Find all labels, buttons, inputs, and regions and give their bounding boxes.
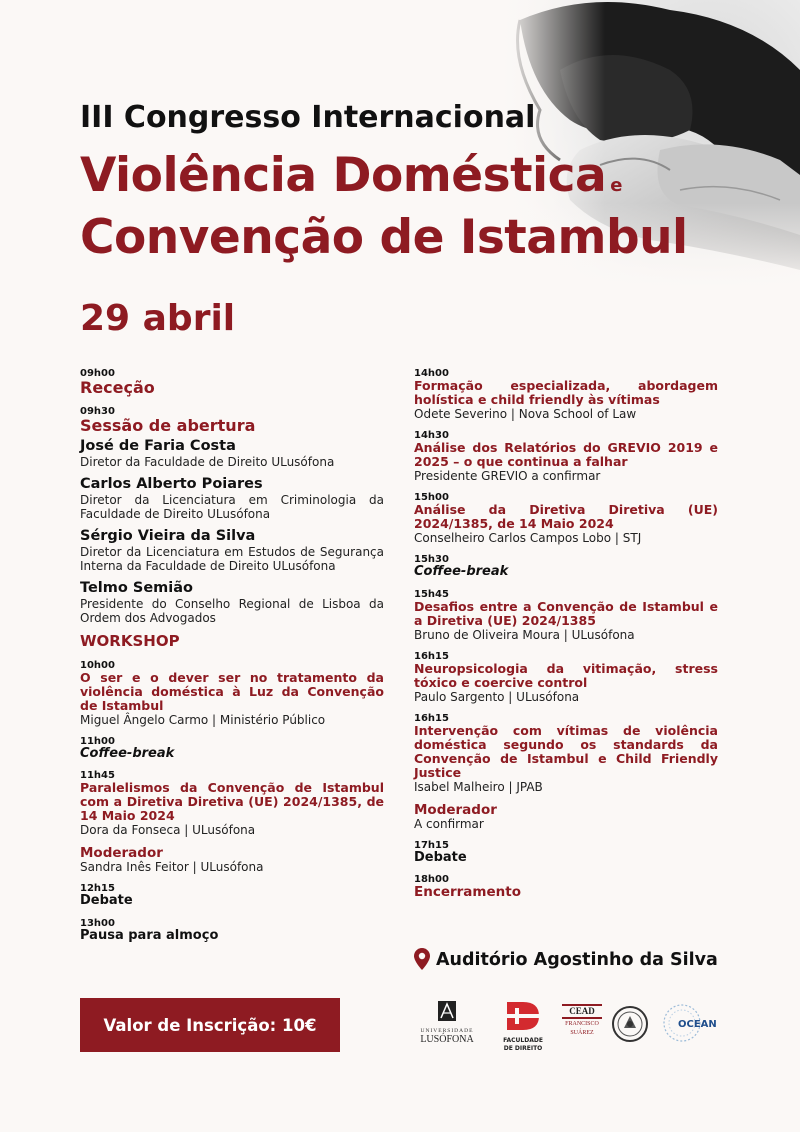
session-time: 11h45 xyxy=(80,770,115,781)
session-time: 17h15 xyxy=(414,839,449,851)
lusofona-name: LUSÓFONA xyxy=(420,1034,474,1045)
theme-violencia: Violência Doméstica xyxy=(80,148,607,203)
session-time: 11h00 xyxy=(80,735,115,747)
speaker-role: Diretor da Licenciatura em Estudos de Segurança Interna da Faculdade de Direito ULusófona xyxy=(80,545,384,573)
session-title: Encerramento xyxy=(414,884,521,900)
moderator-left xyxy=(80,846,384,874)
moderator-title: Moderador xyxy=(414,801,497,818)
session-abertura xyxy=(80,406,384,625)
session-title: Neuropsicologia da vitimação, stress tóxico e coercive control xyxy=(414,660,718,690)
session-speaker: Presidente GREVIO a confirmar xyxy=(414,469,601,483)
cead-logo xyxy=(562,1000,602,1037)
session-1400 xyxy=(414,368,718,421)
session-title: O ser e o dever ser no tratamento da violência doméstica à Luz da Convenção de Istambul xyxy=(80,669,384,713)
session-title: Intervenção com vítimas de violência doméstica segundo os standards da Convenção de Istambul e Child Friendly Justice xyxy=(414,722,718,780)
speaker-name: Carlos Alberto Poiares xyxy=(80,476,263,492)
session-title: Sessão de abertura xyxy=(80,416,256,435)
session-1215 xyxy=(80,883,384,909)
session-1530 xyxy=(414,554,718,580)
session-time: 10h00 xyxy=(80,659,115,671)
speaker-role: Presidente do Conselho Regional de Lisboa da Ordem dos Advogados xyxy=(80,597,384,625)
registration-fee-banner: Valor de Inscrição: 10€ xyxy=(80,998,340,1052)
session-speaker: Isabel Malheiro | JPAB xyxy=(414,779,543,794)
session-1000 xyxy=(80,660,384,727)
session-1615-b xyxy=(414,713,718,794)
location-text: Auditório Agostinho da Silva xyxy=(436,950,718,970)
session-1430 xyxy=(414,430,718,483)
session-1715 xyxy=(414,840,718,866)
session-1800 xyxy=(414,874,718,899)
session-1500 xyxy=(414,492,718,545)
speaker-name: Telmo Semião xyxy=(80,580,193,596)
workshop-heading: WORKSHOP xyxy=(80,632,180,650)
fd-line1: FACULDADE xyxy=(503,1037,543,1044)
session-time: 14h00 xyxy=(414,368,449,379)
session-title: Análise dos Relatórios do GREVIO 2019 e 2025 – o que continua a falhar xyxy=(414,440,718,469)
speaker-role: Diretor da Faculdade de Direito ULusófona xyxy=(80,455,335,469)
session-rececao xyxy=(80,368,384,397)
lusofona-logo xyxy=(412,1000,482,1045)
seal-icon xyxy=(610,1000,650,1046)
session-1300 xyxy=(80,918,384,944)
session-1615-a xyxy=(414,651,718,704)
speaker-role: Diretor da Licenciatura em Criminologia da Faculdade de Direito ULusófona xyxy=(80,493,384,521)
session-time: 12h15 xyxy=(80,883,115,894)
location-pin-icon xyxy=(414,948,430,970)
cead-name: CEAD xyxy=(562,1004,602,1019)
session-title: Paralelismos da Convenção de Istambul com a Diretiva Diretiva (UE) 2024/1385, de 14 Maio 2024 xyxy=(80,780,384,823)
speaker-name: Sérgio Vieira da Silva xyxy=(80,528,256,544)
session-title: Pausa para almoço xyxy=(80,927,219,943)
fd-emblem-icon xyxy=(503,1000,543,1032)
session-time: 18h00 xyxy=(414,874,449,885)
lusofona-emblem-icon xyxy=(437,1000,457,1022)
program-right-column xyxy=(414,368,718,908)
session-speaker: Paulo Sargento | ULusófona xyxy=(414,689,580,704)
session-title: Análise da Diretiva Diretiva (UE) 2024/1385, de 14 Maio 2024 xyxy=(414,502,718,531)
session-time: 09h00 xyxy=(80,368,115,379)
fd-line2: DE DIREITO xyxy=(503,1045,543,1052)
congress-title: III Congresso Internacional xyxy=(80,100,536,135)
event-date: 29 abril xyxy=(80,298,236,339)
session-1100 xyxy=(80,736,384,762)
session-time: 13h00 xyxy=(80,917,115,929)
session-title: Coffee-break xyxy=(414,564,509,579)
session-title: Receção xyxy=(80,378,155,397)
session-time: 09h30 xyxy=(80,406,115,417)
session-speaker: Odete Severino | Nova School of Law xyxy=(414,407,637,421)
event-location xyxy=(414,948,724,970)
session-title: Coffee-break xyxy=(80,745,175,761)
speaker-name: José de Faria Costa xyxy=(80,438,236,454)
session-title: Formação especializada, abordagem holística e child friendly às vítimas xyxy=(414,378,718,407)
session-time: 16h15 xyxy=(414,712,449,724)
program-left-column xyxy=(80,368,384,952)
cead-line2: SUÁREZ xyxy=(570,1030,594,1036)
session-time: 14h30 xyxy=(414,430,449,441)
partner-logos xyxy=(412,1000,722,1060)
ocean-text: OCEAN xyxy=(678,1019,717,1030)
faculdade-direito-logo xyxy=(490,1000,556,1052)
ocean-logo xyxy=(658,1000,722,1050)
session-speaker: Dora da Fonseca | ULusófona xyxy=(80,823,256,837)
session-time: 16h15 xyxy=(414,650,449,662)
lusofona-top: UNIVERSIDADE xyxy=(420,1028,474,1034)
session-speaker: Bruno de Oliveira Moura | ULusófona xyxy=(414,627,635,642)
moderator-title: Moderador xyxy=(80,845,163,861)
theme-connector: e xyxy=(610,175,622,196)
ocean-icon xyxy=(658,1000,722,1046)
session-time: 15h45 xyxy=(414,588,449,600)
moderator-name: A confirmar xyxy=(414,816,484,831)
cead-line1: FRANCISCO xyxy=(565,1021,599,1027)
session-time: 15h00 xyxy=(414,492,449,503)
session-1545 xyxy=(414,589,718,642)
session-speaker: Miguel Ângelo Carmo | Ministério Público xyxy=(80,712,326,727)
theme-line-1 xyxy=(80,148,622,203)
session-title: Debate xyxy=(414,849,467,865)
session-speaker: Conselheiro Carlos Campos Lobo | STJ xyxy=(414,531,642,545)
session-title: Desafios entre a Convenção de Istambul e a Diretiva (UE) 2024/1385 xyxy=(414,598,718,628)
theme-line-2: Convenção de Istambul xyxy=(80,210,688,265)
session-title: Debate xyxy=(80,893,133,908)
moderator-right xyxy=(414,803,718,831)
moderator-name: Sandra Inês Feitor | ULusófona xyxy=(80,860,264,874)
session-time: 15h30 xyxy=(414,554,449,565)
session-1145 xyxy=(80,770,384,837)
seal-logo xyxy=(610,1000,650,1050)
